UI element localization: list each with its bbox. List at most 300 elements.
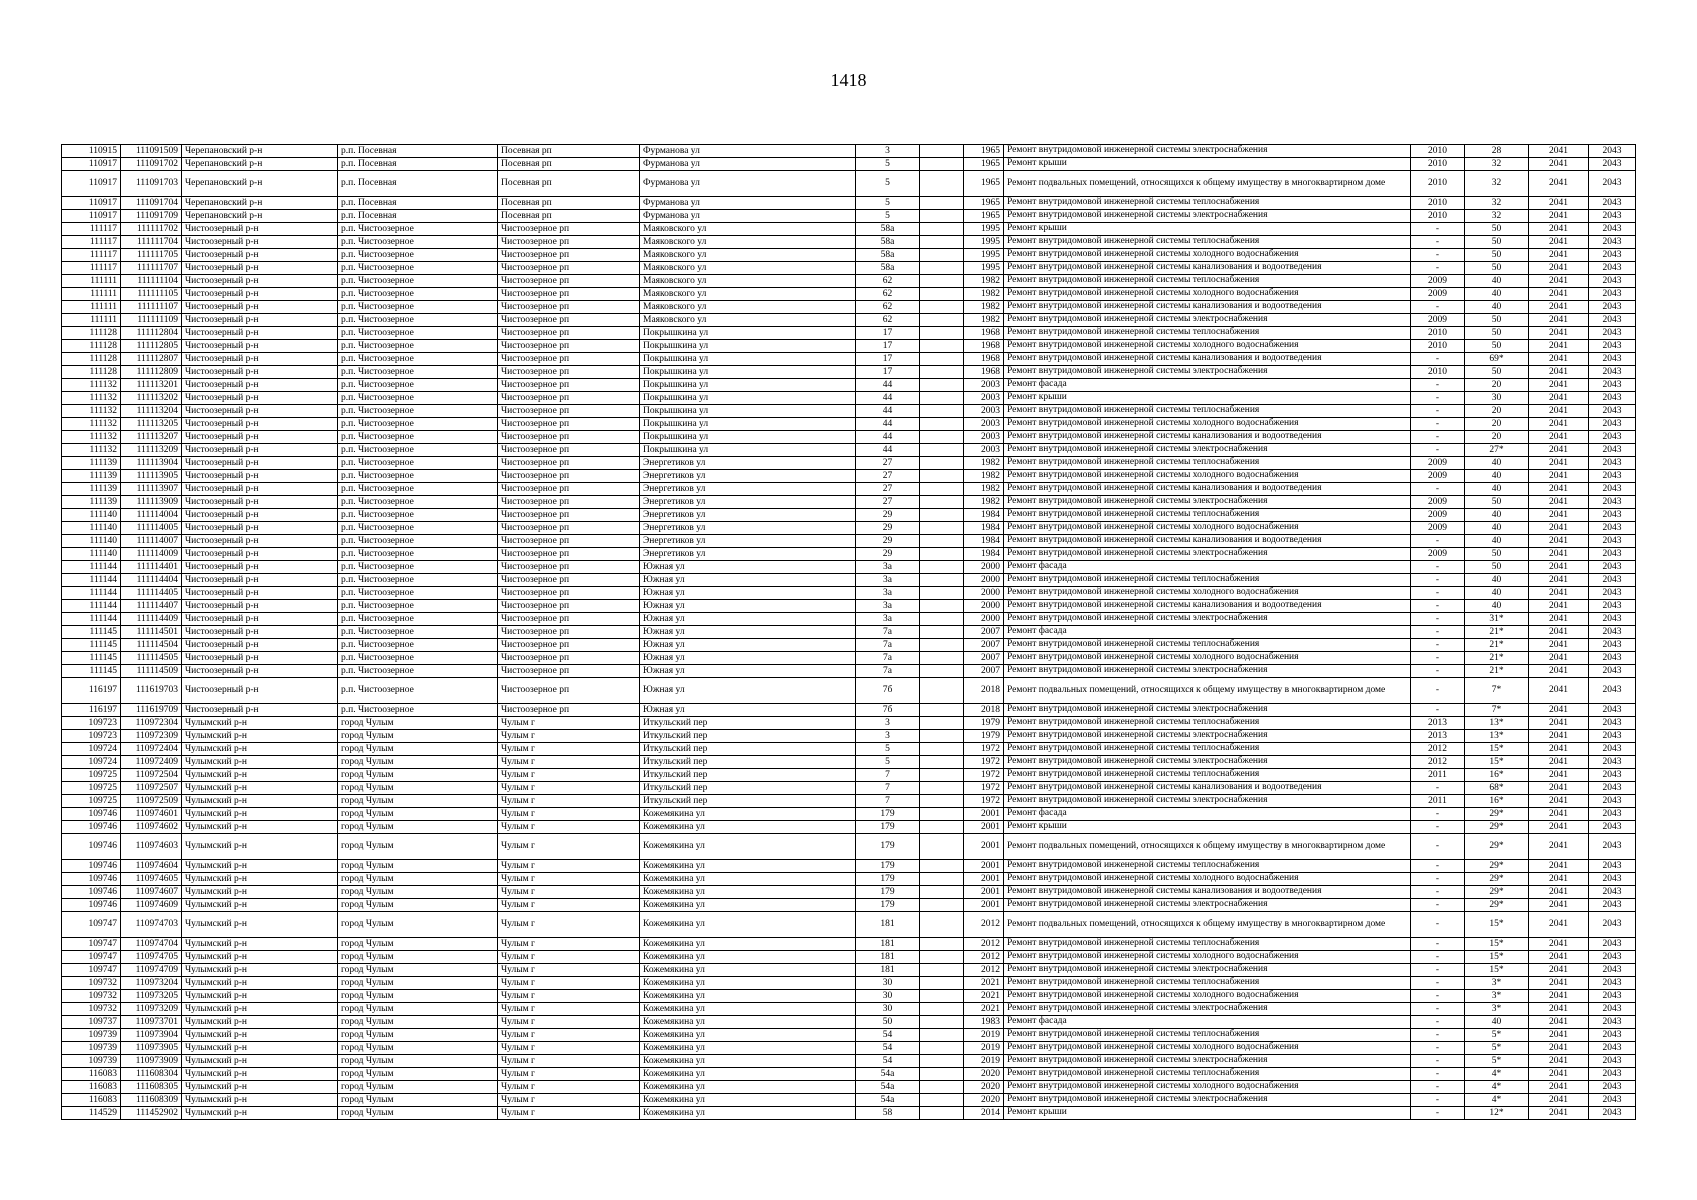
start-year-cell: 2041 <box>1529 821 1589 834</box>
street-cell: Покрышкина ул <box>640 327 856 340</box>
wear-percent-cell: 20 <box>1465 405 1529 418</box>
wear-percent-cell: 29* <box>1465 808 1529 821</box>
object-id-cell: 111144 <box>62 561 121 574</box>
build-year-cell: 2001 <box>964 899 1004 912</box>
settlement-cell: р.п. Чистоозерное <box>338 496 498 509</box>
locality-cell: Чулым г <box>498 834 640 860</box>
work-id-cell: 111091509 <box>121 145 182 158</box>
building-cell <box>920 678 964 704</box>
table-row <box>62 158 1636 171</box>
wear-percent-cell: 50 <box>1465 262 1529 275</box>
work-id-cell: 111111704 <box>121 236 182 249</box>
building-cell <box>920 353 964 366</box>
end-year-cell: 2043 <box>1589 1094 1636 1107</box>
house-number-cell: 44 <box>856 444 920 457</box>
locality-cell: Чулым г <box>498 964 640 977</box>
table-row <box>62 964 1636 977</box>
end-year-cell: 2043 <box>1589 652 1636 665</box>
work-type-cell: Ремонт внутридомовой инженерной системы теплоснабжения <box>1004 197 1411 210</box>
end-year-cell: 2043 <box>1589 951 1636 964</box>
work-id-cell: 111111107 <box>121 301 182 314</box>
house-number-cell: 179 <box>856 834 920 860</box>
object-id-cell: 111139 <box>62 496 121 509</box>
end-year-cell: 2043 <box>1589 912 1636 938</box>
last-repair-year-cell: 2009 <box>1411 522 1465 535</box>
last-repair-year-cell: - <box>1411 483 1465 496</box>
house-number-cell: 62 <box>856 288 920 301</box>
building-cell <box>920 821 964 834</box>
work-id-cell: 111112807 <box>121 353 182 366</box>
table-row <box>62 431 1636 444</box>
building-cell <box>920 288 964 301</box>
last-repair-year-cell: 2009 <box>1411 275 1465 288</box>
start-year-cell: 2041 <box>1529 652 1589 665</box>
work-type-cell: Ремонт внутридомовой инженерной системы электроснабжения <box>1004 366 1411 379</box>
work-type-cell: Ремонт внутридомовой инженерной системы теплоснабжения <box>1004 275 1411 288</box>
work-id-cell: 111619703 <box>121 678 182 704</box>
table-row <box>62 834 1636 860</box>
wear-percent-cell: 15* <box>1465 951 1529 964</box>
wear-percent-cell: 29* <box>1465 860 1529 873</box>
build-year-cell: 2007 <box>964 665 1004 678</box>
settlement-cell: р.п. Чистоозерное <box>338 639 498 652</box>
building-cell <box>920 964 964 977</box>
house-number-cell: 181 <box>856 951 920 964</box>
object-id-cell: 116083 <box>62 1094 121 1107</box>
end-year-cell: 2043 <box>1589 730 1636 743</box>
table-row <box>62 496 1636 509</box>
settlement-cell: город Чулым <box>338 873 498 886</box>
table-row <box>62 444 1636 457</box>
last-repair-year-cell: 2010 <box>1411 197 1465 210</box>
object-id-cell: 109724 <box>62 743 121 756</box>
build-year-cell: 1979 <box>964 730 1004 743</box>
work-id-cell: 111114509 <box>121 665 182 678</box>
settlement-cell: р.п. Чистоозерное <box>338 470 498 483</box>
building-cell <box>920 483 964 496</box>
wear-percent-cell: 50 <box>1465 249 1529 262</box>
street-cell: Иткульский пер <box>640 769 856 782</box>
work-id-cell: 110973701 <box>121 1016 182 1029</box>
work-id-cell: 111113905 <box>121 470 182 483</box>
street-cell: Покрышкина ул <box>640 366 856 379</box>
locality-cell: Чулым г <box>498 951 640 964</box>
last-repair-year-cell: - <box>1411 249 1465 262</box>
start-year-cell: 2041 <box>1529 730 1589 743</box>
work-type-cell: Ремонт подвальных помещений, относящихся к общему имуществу в многоквартирном доме <box>1004 678 1411 704</box>
build-year-cell: 1979 <box>964 717 1004 730</box>
building-cell <box>920 457 964 470</box>
district-cell: Чистоозерный р-н <box>182 678 338 704</box>
work-id-cell: 111091704 <box>121 197 182 210</box>
table-row <box>62 288 1636 301</box>
house-number-cell: 54а <box>856 1081 920 1094</box>
object-id-cell: 109746 <box>62 834 121 860</box>
locality-cell: Чистоозерное рп <box>498 249 640 262</box>
object-id-cell: 110915 <box>62 145 121 158</box>
build-year-cell: 2020 <box>964 1094 1004 1107</box>
building-cell <box>920 392 964 405</box>
object-id-cell: 114529 <box>62 1107 121 1120</box>
street-cell: Покрышкина ул <box>640 444 856 457</box>
street-cell: Южная ул <box>640 639 856 652</box>
district-cell: Чистоозерный р-н <box>182 223 338 236</box>
table-row <box>62 626 1636 639</box>
table-row <box>62 795 1636 808</box>
end-year-cell: 2043 <box>1589 938 1636 951</box>
table-row <box>62 808 1636 821</box>
house-number-cell: 58а <box>856 262 920 275</box>
last-repair-year-cell: 2010 <box>1411 158 1465 171</box>
last-repair-year-cell: - <box>1411 1107 1465 1120</box>
building-cell <box>920 366 964 379</box>
work-id-cell: 110972309 <box>121 730 182 743</box>
locality-cell: Чулым г <box>498 886 640 899</box>
work-type-cell: Ремонт внутридомовой инженерной системы холодного водоснабжения <box>1004 288 1411 301</box>
work-type-cell: Ремонт подвальных помещений, относящихся к общему имуществу в многоквартирном доме <box>1004 171 1411 197</box>
start-year-cell: 2041 <box>1529 145 1589 158</box>
page-number: 1418 <box>830 70 867 90</box>
house-number-cell: 5 <box>856 743 920 756</box>
object-id-cell: 109723 <box>62 730 121 743</box>
work-id-cell: 110974601 <box>121 808 182 821</box>
settlement-cell: р.п. Чистоозерное <box>338 587 498 600</box>
settlement-cell: город Чулым <box>338 730 498 743</box>
settlement-cell: город Чулым <box>338 1055 498 1068</box>
building-cell <box>920 834 964 860</box>
object-id-cell: 111145 <box>62 626 121 639</box>
end-year-cell: 2043 <box>1589 821 1636 834</box>
end-year-cell: 2043 <box>1589 509 1636 522</box>
work-type-cell: Ремонт внутридомовой инженерной системы теплоснабжения <box>1004 938 1411 951</box>
house-number-cell: 29 <box>856 522 920 535</box>
settlement-cell: р.п. Чистоозерное <box>338 405 498 418</box>
wear-percent-cell: 32 <box>1465 210 1529 223</box>
build-year-cell: 1995 <box>964 262 1004 275</box>
object-id-cell: 109747 <box>62 938 121 951</box>
last-repair-year-cell: - <box>1411 405 1465 418</box>
building-cell <box>920 301 964 314</box>
locality-cell: Чулым г <box>498 1094 640 1107</box>
table-row <box>62 951 1636 964</box>
settlement-cell: р.п. Посевная <box>338 158 498 171</box>
work-type-cell: Ремонт внутридомовой инженерной системы электроснабжения <box>1004 1003 1411 1016</box>
object-id-cell: 111117 <box>62 223 121 236</box>
street-cell: Покрышкина ул <box>640 353 856 366</box>
table-row <box>62 509 1636 522</box>
table-row <box>62 314 1636 327</box>
street-cell: Иткульский пер <box>640 756 856 769</box>
build-year-cell: 2003 <box>964 431 1004 444</box>
end-year-cell: 2043 <box>1589 704 1636 717</box>
work-type-cell: Ремонт крыши <box>1004 821 1411 834</box>
work-id-cell: 111452902 <box>121 1107 182 1120</box>
object-id-cell: 111111 <box>62 275 121 288</box>
work-type-cell: Ремонт внутридомовой инженерной системы электроснабжения <box>1004 665 1411 678</box>
object-id-cell: 109746 <box>62 899 121 912</box>
object-id-cell: 111111 <box>62 301 121 314</box>
settlement-cell: р.п. Чистоозерное <box>338 223 498 236</box>
table-row <box>62 873 1636 886</box>
locality-cell: Чулым г <box>498 873 640 886</box>
table-row <box>62 171 1636 197</box>
work-id-cell: 111112809 <box>121 366 182 379</box>
building-cell <box>920 951 964 964</box>
table-row <box>62 587 1636 600</box>
house-number-cell: 3а <box>856 587 920 600</box>
table-row <box>62 860 1636 873</box>
locality-cell: Чулым г <box>498 730 640 743</box>
locality-cell: Чистоозерное рп <box>498 431 640 444</box>
end-year-cell: 2043 <box>1589 782 1636 795</box>
start-year-cell: 2041 <box>1529 587 1589 600</box>
house-number-cell: 3 <box>856 145 920 158</box>
end-year-cell: 2043 <box>1589 158 1636 171</box>
work-id-cell: 111113907 <box>121 483 182 496</box>
object-id-cell: 109739 <box>62 1042 121 1055</box>
start-year-cell: 2041 <box>1529 158 1589 171</box>
street-cell: Кожемякина ул <box>640 860 856 873</box>
start-year-cell: 2041 <box>1529 223 1589 236</box>
object-id-cell: 111132 <box>62 418 121 431</box>
locality-cell: Чистоозерное рп <box>498 223 640 236</box>
work-type-cell: Ремонт внутридомовой инженерной системы электроснабжения <box>1004 730 1411 743</box>
end-year-cell: 2043 <box>1589 1055 1636 1068</box>
house-number-cell: 27 <box>856 470 920 483</box>
start-year-cell: 2041 <box>1529 483 1589 496</box>
table-row <box>62 730 1636 743</box>
locality-cell: Чулым г <box>498 756 640 769</box>
settlement-cell: город Чулым <box>338 1029 498 1042</box>
work-id-cell: 111111705 <box>121 249 182 262</box>
street-cell: Энергетиков ул <box>640 470 856 483</box>
end-year-cell: 2043 <box>1589 561 1636 574</box>
street-cell: Фурманова ул <box>640 171 856 197</box>
house-number-cell: 179 <box>856 808 920 821</box>
object-id-cell: 111140 <box>62 548 121 561</box>
work-id-cell: 111114505 <box>121 652 182 665</box>
work-type-cell: Ремонт внутридомовой инженерной системы электроснабжения <box>1004 756 1411 769</box>
build-year-cell: 1972 <box>964 756 1004 769</box>
district-cell: Чулымский р-н <box>182 860 338 873</box>
table-row <box>62 353 1636 366</box>
start-year-cell: 2041 <box>1529 1055 1589 1068</box>
street-cell: Южная ул <box>640 678 856 704</box>
end-year-cell: 2043 <box>1589 665 1636 678</box>
settlement-cell: р.п. Чистоозерное <box>338 262 498 275</box>
house-number-cell: 44 <box>856 392 920 405</box>
street-cell: Иткульский пер <box>640 730 856 743</box>
district-cell: Чистоозерный р-н <box>182 340 338 353</box>
table-row <box>62 418 1636 431</box>
last-repair-year-cell: - <box>1411 704 1465 717</box>
start-year-cell: 2041 <box>1529 808 1589 821</box>
object-id-cell: 111139 <box>62 470 121 483</box>
work-id-cell: 111111707 <box>121 262 182 275</box>
district-cell: Черепановский р-н <box>182 210 338 223</box>
table-row <box>62 561 1636 574</box>
district-cell: Чулымский р-н <box>182 886 338 899</box>
build-year-cell: 2000 <box>964 574 1004 587</box>
build-year-cell: 1982 <box>964 457 1004 470</box>
building-cell <box>920 418 964 431</box>
table-row <box>62 678 1636 704</box>
table-row <box>62 1042 1636 1055</box>
work-id-cell: 110973209 <box>121 1003 182 1016</box>
wear-percent-cell: 12* <box>1465 1107 1529 1120</box>
street-cell: Кожемякина ул <box>640 821 856 834</box>
table-row <box>62 1107 1636 1120</box>
wear-percent-cell: 4* <box>1465 1094 1529 1107</box>
start-year-cell: 2041 <box>1529 431 1589 444</box>
object-id-cell: 111132 <box>62 379 121 392</box>
work-type-cell: Ремонт крыши <box>1004 1107 1411 1120</box>
district-cell: Чистоозерный р-н <box>182 431 338 444</box>
settlement-cell: р.п. Чистоозерное <box>338 327 498 340</box>
wear-percent-cell: 5* <box>1465 1042 1529 1055</box>
settlement-cell: р.п. Чистоозерное <box>338 574 498 587</box>
house-number-cell: 7 <box>856 795 920 808</box>
locality-cell: Чулым г <box>498 1016 640 1029</box>
end-year-cell: 2043 <box>1589 1081 1636 1094</box>
locality-cell: Чулым г <box>498 990 640 1003</box>
build-year-cell: 2003 <box>964 379 1004 392</box>
building-cell <box>920 912 964 938</box>
street-cell: Кожемякина ул <box>640 808 856 821</box>
work-id-cell: 111111105 <box>121 288 182 301</box>
last-repair-year-cell: - <box>1411 392 1465 405</box>
house-number-cell: 62 <box>856 314 920 327</box>
work-type-cell: Ремонт фасада <box>1004 379 1411 392</box>
work-type-cell: Ремонт внутридомовой инженерной системы теплоснабжения <box>1004 977 1411 990</box>
build-year-cell: 1995 <box>964 236 1004 249</box>
build-year-cell: 1984 <box>964 522 1004 535</box>
object-id-cell: 109746 <box>62 808 121 821</box>
table-row <box>62 301 1636 314</box>
build-year-cell: 1982 <box>964 275 1004 288</box>
build-year-cell: 1995 <box>964 223 1004 236</box>
end-year-cell: 2043 <box>1589 275 1636 288</box>
last-repair-year-cell: 2009 <box>1411 496 1465 509</box>
table-row <box>62 405 1636 418</box>
end-year-cell: 2043 <box>1589 366 1636 379</box>
work-type-cell: Ремонт внутридомовой инженерной системы электроснабжения <box>1004 704 1411 717</box>
district-cell: Чулымский р-н <box>182 834 338 860</box>
last-repair-year-cell: 2013 <box>1411 717 1465 730</box>
wear-percent-cell: 3* <box>1465 977 1529 990</box>
last-repair-year-cell: - <box>1411 444 1465 457</box>
end-year-cell: 2043 <box>1589 288 1636 301</box>
start-year-cell: 2041 <box>1529 613 1589 626</box>
district-cell: Чистоозерный р-н <box>182 314 338 327</box>
building-cell <box>920 1094 964 1107</box>
locality-cell: Чистоозерное рп <box>498 327 640 340</box>
wear-percent-cell: 21* <box>1465 665 1529 678</box>
table-row <box>62 886 1636 899</box>
table-row <box>62 1016 1636 1029</box>
house-number-cell: 44 <box>856 418 920 431</box>
settlement-cell: город Чулым <box>338 834 498 860</box>
house-number-cell: 44 <box>856 379 920 392</box>
settlement-cell: р.п. Посевная <box>338 145 498 158</box>
end-year-cell: 2043 <box>1589 392 1636 405</box>
last-repair-year-cell: - <box>1411 964 1465 977</box>
street-cell: Южная ул <box>640 665 856 678</box>
district-cell: Чулымский р-н <box>182 912 338 938</box>
work-id-cell: 110974607 <box>121 886 182 899</box>
house-number-cell: 29 <box>856 535 920 548</box>
object-id-cell: 116083 <box>62 1081 121 1094</box>
street-cell: Южная ул <box>640 561 856 574</box>
work-id-cell: 110972504 <box>121 769 182 782</box>
start-year-cell: 2041 <box>1529 886 1589 899</box>
wear-percent-cell: 30 <box>1465 392 1529 405</box>
object-id-cell: 109732 <box>62 977 121 990</box>
build-year-cell: 2021 <box>964 990 1004 1003</box>
last-repair-year-cell: 2009 <box>1411 509 1465 522</box>
wear-percent-cell: 68* <box>1465 782 1529 795</box>
start-year-cell: 2041 <box>1529 574 1589 587</box>
end-year-cell: 2043 <box>1589 535 1636 548</box>
build-year-cell: 2001 <box>964 834 1004 860</box>
wear-percent-cell: 50 <box>1465 548 1529 561</box>
object-id-cell: 110917 <box>62 171 121 197</box>
object-id-cell: 109723 <box>62 717 121 730</box>
last-repair-year-cell: - <box>1411 912 1465 938</box>
locality-cell: Чистоозерное рп <box>498 262 640 275</box>
building-cell <box>920 1055 964 1068</box>
object-id-cell: 109732 <box>62 1003 121 1016</box>
settlement-cell: р.п. Чистоозерное <box>338 379 498 392</box>
building-cell <box>920 1029 964 1042</box>
work-id-cell: 110972304 <box>121 717 182 730</box>
building-cell <box>920 340 964 353</box>
building-cell <box>920 522 964 535</box>
end-year-cell: 2043 <box>1589 431 1636 444</box>
end-year-cell: 2043 <box>1589 756 1636 769</box>
start-year-cell: 2041 <box>1529 1068 1589 1081</box>
object-id-cell: 111128 <box>62 353 121 366</box>
locality-cell: Чулым г <box>498 1055 640 1068</box>
end-year-cell: 2043 <box>1589 600 1636 613</box>
end-year-cell: 2043 <box>1589 795 1636 808</box>
object-id-cell: 111117 <box>62 249 121 262</box>
end-year-cell: 2043 <box>1589 899 1636 912</box>
building-cell <box>920 990 964 1003</box>
table-row <box>62 990 1636 1003</box>
start-year-cell: 2041 <box>1529 301 1589 314</box>
street-cell: Кожемякина ул <box>640 1094 856 1107</box>
work-id-cell: 110974709 <box>121 964 182 977</box>
start-year-cell: 2041 <box>1529 236 1589 249</box>
locality-cell: Чулым г <box>498 1003 640 1016</box>
settlement-cell: город Чулым <box>338 756 498 769</box>
object-id-cell: 111144 <box>62 613 121 626</box>
work-type-cell: Ремонт внутридомовой инженерной системы холодного водоснабжения <box>1004 1042 1411 1055</box>
work-type-cell: Ремонт внутридомовой инженерной системы холодного водоснабжения <box>1004 951 1411 964</box>
build-year-cell: 1968 <box>964 353 1004 366</box>
last-repair-year-cell: - <box>1411 379 1465 392</box>
building-cell <box>920 704 964 717</box>
end-year-cell: 2043 <box>1589 1042 1636 1055</box>
locality-cell: Чулым г <box>498 782 640 795</box>
work-id-cell: 111091702 <box>121 158 182 171</box>
build-year-cell: 2007 <box>964 626 1004 639</box>
last-repair-year-cell: - <box>1411 236 1465 249</box>
start-year-cell: 2041 <box>1529 366 1589 379</box>
district-cell: Чистоозерный р-н <box>182 600 338 613</box>
build-year-cell: 2019 <box>964 1055 1004 1068</box>
